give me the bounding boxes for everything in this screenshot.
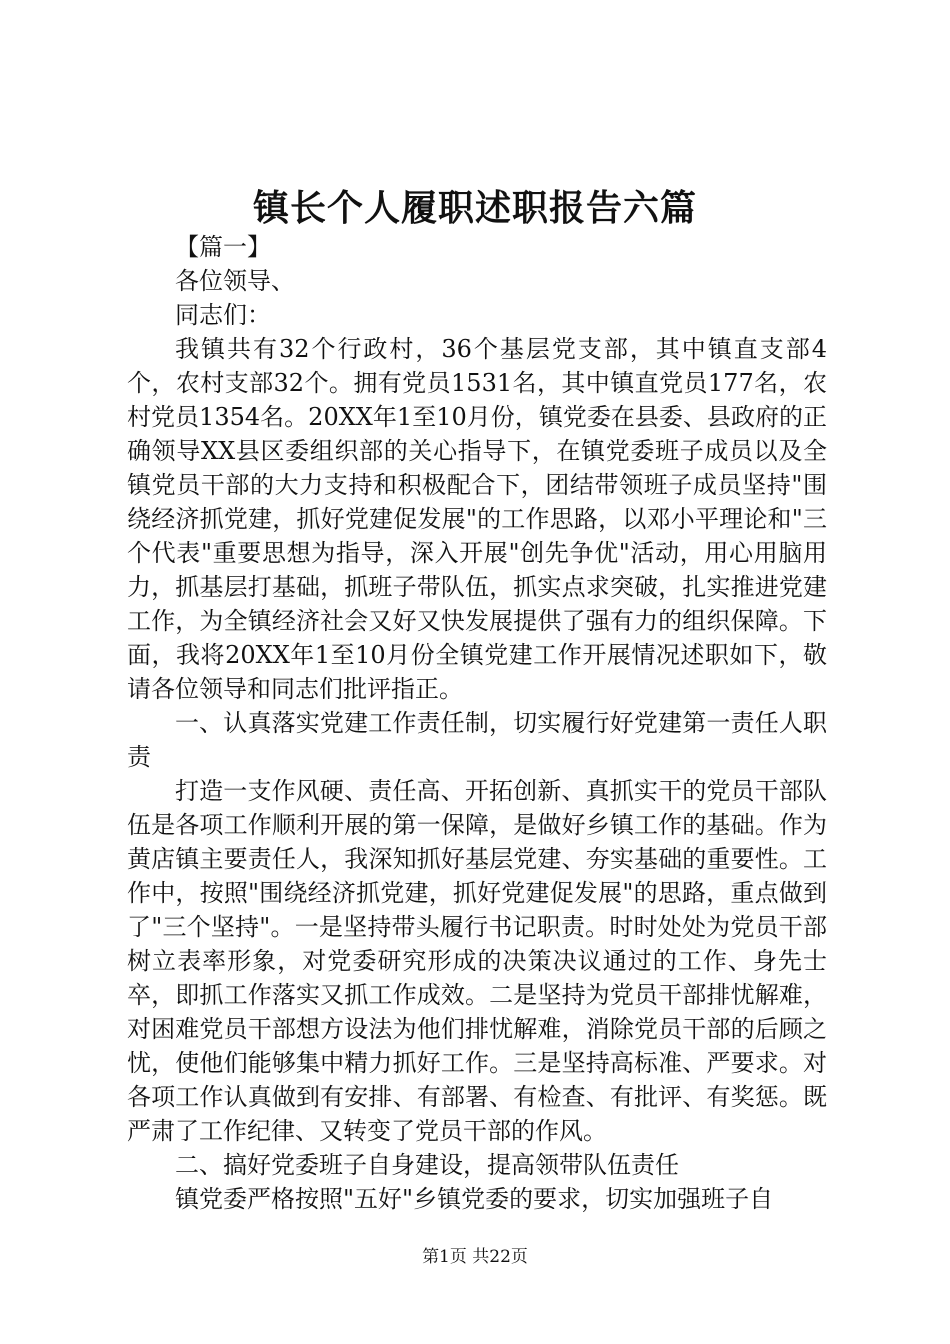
document-body [127, 230, 827, 1216]
subsection-heading: 二、搞好党委班子自身建设，提高领带队伍责任 [175, 1151, 679, 1179]
page-number-footer: 第1页 共22页 [422, 1247, 528, 1267]
salutation-line: 各位领导、 [175, 267, 295, 295]
section-heading: 【篇一】 [175, 233, 271, 261]
page-title: 镇长个人履职述职报告六篇 [252, 187, 697, 229]
body-paragraph: 打造一支作风硬、责任高、开拓创新、真抓实干的党员干部队伍是各项工作顺利开展的第一保障，是做好乡镇工作的基础。作为黄店镇主要责任人，我深知抓好基层党建、夯实基础的重要性。工作中，按照"围绕经济抓党建，抓好党建促发展"的思路，重点做到了"三个坚持"。一是坚持带头履行书记职责。时时处处为党员干部树立表率形象，对党委研究形成的决策决议通过的工作、身先士卒，即抓工作落实又抓工作成效。二是坚持为党员干部排忧解难，对困难党员干部想方设法为他们排忧解难，消除党员干部的后顾之忧，使他们能够集中精力抓好工作。三是坚持高标准、严要求。对各项工作认真做到有安排、有部署、有检查、有批评、有奖惩。既严肃了工作纪律、又转变了党员干部的作风。 [127, 777, 827, 1145]
body-paragraph: 我镇共有32个行政村，36个基层党支部，其中镇直支部4个，农村支部32个。拥有党员1531名，其中镇直党员177名，农村党员1354名。20XX年1至10月份，镇党委在县委、县政府的正确领导XX县区委组织部的关心指导下，在镇党委班子成员以及全镇党员干部的大力支持和积极配合下，团结带领班子成员坚持"围绕经济抓党建，抓好党建促发展"的工作思路，以邓小平理论和"三个代表"重要思想为指导，深入开展"创先争优"活动，用心用脑用力，抓基层打基础，抓班子带队伍，抓实点求突破，扎实推进党建工作，为全镇经济社会又好又快发展提供了强有力的组织保障。下面，我将20XX年1至10月份全镇党建工作开展情况述职如下，敬请各位领导和同志们批评指正。 [127, 335, 827, 703]
salutation-line: 同志们： [175, 301, 271, 329]
subsection-heading: 一、认真落实党建工作责任制，切实履行好党建第一责任人职责 [127, 709, 827, 771]
body-paragraph: 镇党委严格按照"五好"乡镇党委的要求，切实加强班子自 [175, 1185, 774, 1213]
